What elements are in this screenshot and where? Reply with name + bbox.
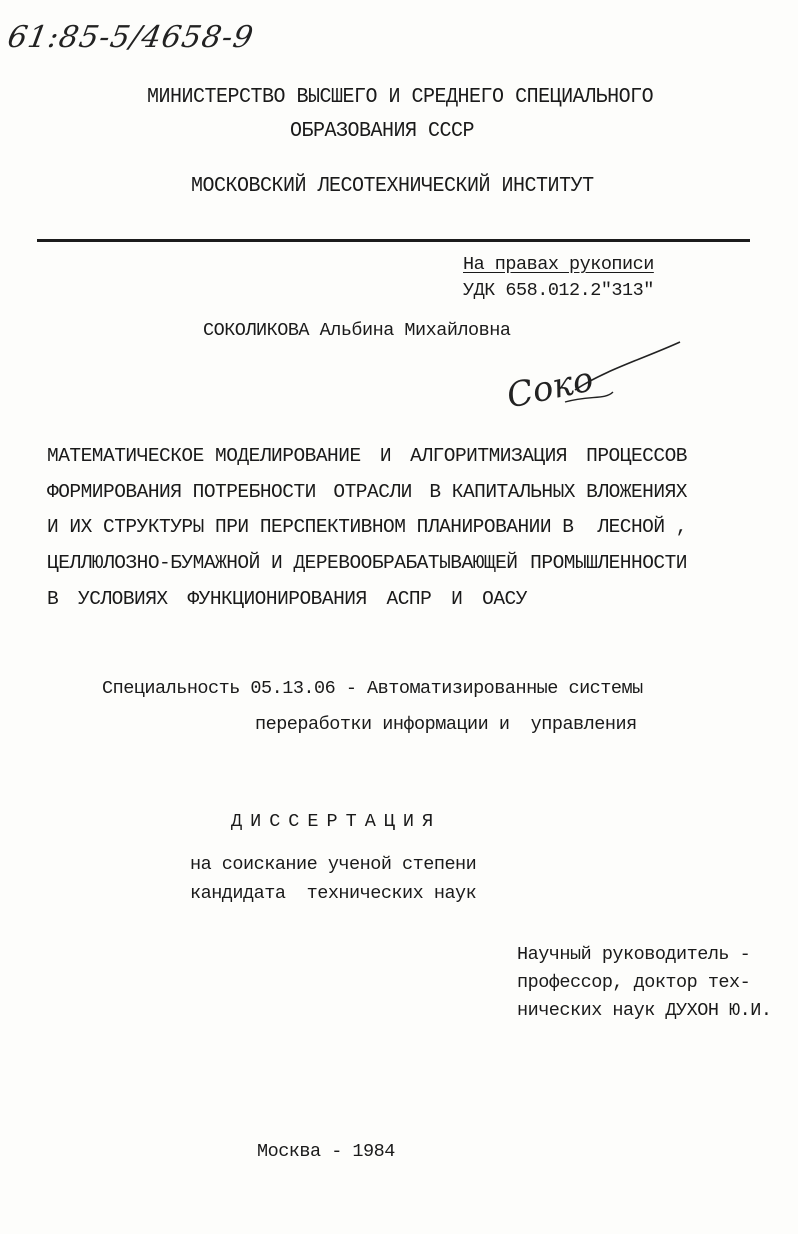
title-word: ОАСУ [482, 588, 527, 610]
specialty-line-2: переработки информации и управления [255, 714, 637, 735]
ministry-line-1: МИНИСТЕРСТВО ВЫСШЕГО И СРЕДНЕГО СПЕЦИАЛЬНОГО [147, 84, 654, 110]
archive-code-handwritten: 61:85-5/4658-9 [4, 20, 257, 55]
title-word: МАТЕМАТИЧЕСКОЕ МОДЕЛИРОВАНИЕ [47, 445, 361, 467]
title-line-4 [47, 552, 687, 574]
thesis-label: ДИССЕРТАЦИЯ [231, 811, 442, 832]
title-word: В [47, 588, 59, 610]
title-word: И ИХ СТРУКТУРЫ ПРИ ПЕРСПЕКТИВНОМ ПЛАНИРОВАНИИ В [47, 516, 574, 538]
advisor-line-2: профессор, доктор тех- [517, 972, 751, 993]
place-year: Москва - 1984 [257, 1141, 395, 1162]
udc-code: УДК 658.012.2"313" [463, 280, 654, 301]
degree-line-2: кандидата технических наук [190, 883, 477, 904]
title-word: ФУНКЦИОНИРОВАНИЯ [187, 588, 367, 610]
title-word: ЦЕЛЛЮЛОЗНО-БУМАЖНОЙ И ДЕРЕВООБРАБАТЫВАЮЩЕЙ [47, 552, 518, 574]
title-word: УСЛОВИЯХ [78, 588, 168, 610]
advisor-line-1: Научный руководитель - [517, 944, 751, 965]
title-word: ПРОЦЕССОВ [586, 445, 687, 467]
author-signature [495, 340, 685, 420]
ministry-line-2: ОБРАЗОВАНИЯ СССР [290, 118, 475, 144]
title-word: В КАПИТАЛЬНЫХ ВЛОЖЕНИЯХ [429, 481, 687, 503]
title-line-2 [47, 481, 687, 503]
title-word: ФОРМИРОВАНИЯ ПОТРЕБНОСТИ [47, 481, 316, 503]
title-line-5 [47, 588, 527, 610]
title-word: АЛГОРИТМИЗАЦИЯ [410, 445, 567, 467]
title-word: ПРОМЫШЛЕННОСТИ [530, 552, 687, 574]
advisor-line-3: нических наук ДУХОН Ю.И. [517, 1000, 772, 1021]
title-word: АСПР [386, 588, 432, 610]
title-word: И [379, 445, 392, 467]
manuscript-rights: На правах рукописи [463, 254, 654, 275]
degree-line-1: на соискание ученой степени [190, 854, 477, 875]
title-line-3 [47, 516, 687, 538]
title-word: ОТРАСЛИ [333, 481, 412, 503]
author-name: СОКОЛИКОВА Альбина Михайловна [203, 320, 511, 341]
title-word: И [451, 588, 463, 610]
title-line-1 [47, 445, 687, 467]
title-word: ЛЕСНОЙ , [597, 516, 687, 538]
institute-name: МОСКОВСКИЙ ЛЕСОТЕХНИЧЕСКИЙ ИНСТИТУТ [191, 173, 594, 199]
signature-text: Соко [503, 359, 597, 417]
specialty-line-1: Специальность 05.13.06 - Автоматизированные системы [102, 678, 643, 699]
header-divider [37, 239, 750, 242]
